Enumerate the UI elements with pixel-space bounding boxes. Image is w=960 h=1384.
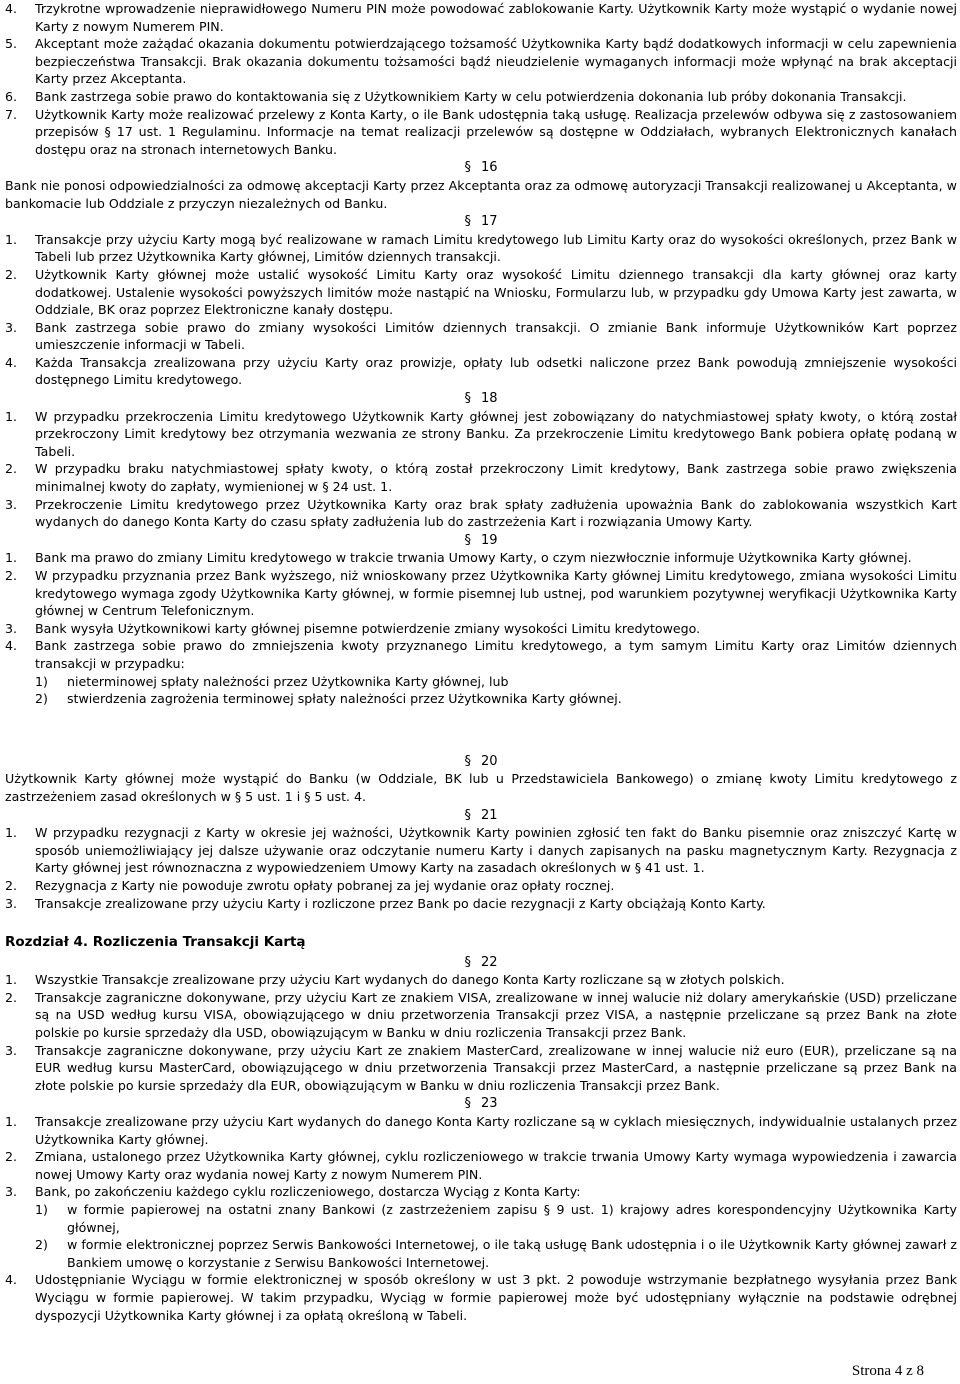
list-item [5,971,957,989]
section-number: 18 [480,391,498,407]
item-number: 3. [5,1042,18,1058]
section-number: 17 [480,214,498,230]
item-text: Trzykrotne wprowadzenie nieprawidłowego Numeru PIN może powodować zablokowanie Karty. Użytkownik Karty może wystąpić o wydanie nowej Karty z nowym Numerem PIN. [35,1,957,34]
item-text: Transakcje zrealizowane przy użyciu Karty i rozliczone przez Bank po dacie rezygnacji z Karty obciążają Konto Karty. [35,895,766,911]
sub-item-number: 1) [35,673,48,689]
list-item [5,319,957,354]
item-text: Bank ma prawo do zmiany Limitu kredytowego w trakcie trwania Umowy Karty, o czym niezwłocznie informuje Użytkownika Karty głównej. [35,550,912,566]
list-item [5,877,957,895]
section-number: 16 [480,160,498,176]
document-page [5,0,957,1324]
item-number: 1. [5,231,18,247]
item-number: 3. [5,1184,18,1200]
item-text: Transakcje zagraniczne dokonywane, przy użyciu Kart ze znakiem VISA, zrealizowane w innej walucie niż dolary amerykańskie (USD) przeliczane są na USD według kursu VISA, obowiązującego w dniu przetworzenia Transakcji przez VISA, a następnie przeliczane są przez Bank na złote polskie po kursie sprzedaży dla USD, obowiązującym w Banku w dniu rozliczenia Transakcji przez Bank. [35,989,957,1041]
list-item [5,549,957,567]
list-item [5,460,957,495]
section-heading [5,390,957,408]
list-item [5,266,957,319]
item-text: Zmiana, ustalonego przez Użytkownika Karty głównej, cyklu rozliczeniowego w trakcie trwania Umowy Karty wymaga wypowiedzenia i zawarcia nowej Umowy Karty oraz wydania nowej Karty z nowym Numerem PIN. [35,1149,957,1182]
item-number: 1. [5,408,18,424]
sub-item [5,1201,957,1236]
sub-item-number: 2) [35,691,48,707]
item-text: Użytkownik Karty może realizować przelewy z Konta Karty, o ile Bank udostępnia taką usługę. Realizacja przelewów odbywa się z zastosowaniem przepisów § 17 ust. 1 Regulaminu. Informacje na temat realizacji przelewów są dostępne w Oddziałach, wybranych Elektronicznych kanałach dostępu oraz na stronach internetowych Banku. [35,106,957,157]
item-number: 2. [5,568,18,583]
item-text: W przypadku braku natychmiastowej spłaty kwoty, o którą został przekroczony Limit kredytowy, Bank zastrzega sobie prawo zwiększenia minimalnej kwoty do zapłaty, wymienionej w § 24 ust. 1. [35,461,957,495]
item-number: 2. [5,877,18,893]
item-number: 3. [5,496,18,512]
page-footer: Strona 4 z 8 [851,1363,924,1379]
section-heading [5,753,957,771]
item-text: Bank zastrzega sobie prawo do kontaktowania się z Użytkownikiem Karty w celu potwierdzenia dokonania lub próby dokonania Transakcji. [35,88,907,104]
section-number: 22 [480,954,498,970]
list-item [5,35,957,88]
section-heading [5,954,957,972]
item-number: 6. [5,88,18,104]
item-text: Przekroczenie Limitu kredytowego przez Użytkownika Karty oraz brak spłaty zadłużenia upoważnia Bank do zablokowania wszystkich Kart wydanych do danego Konta Karty do czasu spłaty zadłużenia lub do zastrzeżenia Kart i rozwiązania Umowy Karty. [35,496,957,530]
item-number: 4. [5,638,18,654]
item-text: Transakcje zagraniczne dokonywane, przy użyciu Kart ze znakiem MasterCard, zrealizowane w innej walucie niż euro (EUR), przeliczane są na EUR według kursu MasterCard, obowiązującego w dniu przetworzenia Transakcji przez MasterCard, a następnie przeliczane są przez Bank na złote polskie po kursie sprzedaży dla EUR, obowiązującym w Banku w dniu rozliczenia Transakcji przez Bank. [35,1042,957,1093]
item-text: Wszystkie Transakcje zrealizowane przy użyciu Kart wydanych do danego Konta Karty rozliczane są w złotych polskich. [35,972,785,988]
item-number: 1. [5,550,18,566]
section-symbol: § [464,532,471,548]
section-symbol: § [464,391,471,407]
list-item [5,231,957,266]
list-item [5,895,957,913]
item-number: 4. [5,354,18,370]
section-symbol: § [464,954,471,970]
section-symbol: § [464,214,471,230]
list-item [5,106,957,159]
item-text: Transakcje zrealizowane przy użyciu Kart wydanych do danego Konta Karty rozliczane są w cyklach miesięcznych, indywidualnie ustalanych przez Użytkownika Karty głównej. [35,1114,957,1147]
item-text: W przypadku rezygnacji z Karty w okresie jej ważności, Użytkownik Karty powinien zgłosić ten fakt do Banku pisemnie oraz zniszczyć Kartę w sposób uniemożliwiający jej dalsze używanie oraz odczytanie numeru Karty i danych zapisanych na pasku magnetycznym Karty. Rezygnacja z Karty głównej jest równoznaczna z wypowiedzeniem Umowy Karty na zasadach określonych w § 41 ust. 1. [35,825,957,876]
list-item [5,637,957,672]
list-item [5,1042,957,1095]
paragraph: Bank nie ponosi odpowiedzialności za odmowę akceptacji Karty przez Akceptanta oraz za odmowę autoryzacji Transakcji realizowanej u Akceptanta, w bankomacie lub Oddziale z przyczyn niezależnych od Banku. [5,177,957,211]
sub-item [5,673,957,691]
item-number: 3. [5,319,18,335]
item-number: 5. [5,36,18,52]
list-item [5,1271,957,1324]
sub-item-text: nieterminowej spłaty należności przez Użytkownika Karty głównej, lub [67,673,509,689]
item-number: 3. [5,895,18,911]
paragraph: Użytkownik Karty głównej może wystąpić do Banku (w Oddziale, BK lub u Przedstawiciela Bankowego) o zmianę kwoty Limitu kredytowego z zastrzeżeniem zasad określonych w § 5 ust. 1 i § 5 ust. 4. [5,771,957,804]
section-number: 19 [480,532,498,548]
section-heading [5,159,957,177]
item-text: Każda Transakcja zrealizowana przy użyciu Karty oraz prowizje, opłaty lub odsetki naliczone przez Bank powodują zmniejszenie wysokości dostępnego Limitu kredytowego. [35,354,957,388]
sub-item [5,690,957,708]
item-text: Udostępnianie Wyciągu w formie elektronicznej w sposób określony w ust 3 pkt. 2 powoduje wstrzymanie bezpłatnego wysyłania przez Bank Wyciągu w formie papierowej. W takim przypadku, Wyciąg w formie papierowej może być udostępniany wyłącznie na podstawie odrębnej dyspozycji Użytkownika Karty głównej i za opłatą określoną w Tabeli. [35,1272,957,1323]
sub-item-text: stwierdzenia zagrożenia terminowej spłaty należności przez Użytkownika Karty głównej. [67,691,622,707]
item-text: Bank zastrzega sobie prawo do zmiany wysokości Limitów dziennych transakcji. O zmianie Bank informuje Użytkowników Kart poprzez umieszczenie informacji w Tabeli. [35,319,957,353]
section-symbol: § [464,807,471,823]
list-item [5,496,957,531]
sub-item-number: 1) [35,1202,48,1217]
item-number: 4. [5,1272,18,1288]
sub-item-number: 2) [35,1237,48,1253]
list-item [5,1148,957,1183]
item-number: 2. [5,461,18,477]
sub-item-text: w formie papierowej na ostatni znany Bankowi (z zastrzeżeniem zapisu § 9 ust. 1) krajowy adres korespondencyjny Użytkownika Karty głównej, [67,1202,957,1235]
list-item [5,0,957,35]
item-number: 1. [5,825,18,841]
sub-item-text: w formie elektronicznej poprzez Serwis Bankowości Internetowej, o ile taką usługę Bank udostępnia i o ile Użytkownik Karty głównej zawarł z Bankiem umowę o korzystanie z Serwisu Bankowości Internetowej. [67,1237,957,1270]
item-number: 2. [5,1149,18,1165]
item-number: 4. [5,1,18,16]
list-item [5,620,957,638]
section-symbol: § [464,1096,471,1112]
section-number: 20 [480,753,498,769]
list-item [5,408,957,461]
chapter-heading: Rozdział 4. Rozliczenia Transakcji Kartą [5,934,306,951]
item-text: Użytkownik Karty głównej może ustalić wysokość Limitu Karty oraz wysokość Limitu dziennego transakcji dla karty głównej oraz karty dodatkowej. Ustalenie wysokości powyższych limitów może nastąpić na Wniosku, Formularzu lub, w przypadku gdy Umowa Karty jest zawarta, w Oddziale, BK oraz poprzez Elektroniczne kanały dostępu. [35,266,957,318]
item-number: 2. [5,266,18,282]
item-text: Akceptant może zażądać okazania dokumentu potwierdzającego tożsamość Użytkownika Karty bądź dodatkowych informacji w celu zapewnienia bezpieczeństwa Transakcji. Brak okazania dokumentu tożsamości bądź nieudzielenie wymaganych informacji może wpłynąć na brak akceptacji Karty przez Akceptanta. [35,36,957,87]
section-heading [5,213,957,231]
item-text: W przypadku przekroczenia Limitu kredytowego Użytkownik Karty głównej jest zobowiązany do natychmiastowej spłaty kwoty, o którą został przekroczony Limit kredytowy bez otrzymania wezwania ze strony Banku. Za przekroczenie Limitu kredytowego Bank pobiera opłatę podaną w Tabeli. [35,408,957,459]
section-heading [5,807,957,825]
item-text: Bank wysyła Użytkownikowi karty głównej pisemne potwierdzenie zmiany wysokości Limitu kredytowego. [35,620,701,636]
sub-item [5,1236,957,1271]
item-text: Bank, po zakończeniu każdego cyklu rozliczeniowego, dostarcza Wyciąg z Konta Karty: [35,1184,581,1200]
item-text: Bank zastrzega sobie prawo do zmniejszenia kwoty przyznanego Limitu kredytowego, a tym samym Limitu Karty oraz Limitów dziennych transakcji w przypadku: [35,638,957,671]
item-number: 3. [5,620,18,636]
item-number: 1. [5,972,18,988]
item-text: W przypadku przyznania przez Bank wyższego, niż wnioskowany przez Użytkownika Karty głównej Limitu kredytowego, zmiana wysokości Limitu kredytowego wymaga zgody Użytkownika Karty głównej, w formie pisemnej lub ustnej, pod warunkiem pozytywnej weryfikacji Użytkownika Karty głównej w Centrum Telefonicznym. [35,568,957,619]
list-item [5,1113,957,1148]
item-text: Rezygnacja z Karty nie powoduje zwrotu opłaty pobranej za jej wydanie oraz opłaty rocznej. [35,877,615,893]
section-number: 23 [480,1096,498,1112]
section-symbol: § [464,753,471,769]
item-number: 7. [5,106,18,122]
item-number: 2. [5,989,18,1005]
list-item [5,567,957,620]
list-item [5,88,957,106]
item-number: 1. [5,1114,18,1130]
list-item [5,824,957,877]
list-item [5,989,957,1042]
list-item [5,354,957,389]
spacer [5,708,957,752]
section-heading [5,532,957,550]
section-heading [5,1095,957,1113]
list-item [5,1183,957,1201]
section-number: 21 [480,807,498,823]
item-text: Transakcje przy użyciu Karty mogą być realizowane w ramach Limitu kredytowego lub Limitu Karty oraz do wysokości określonych, przez Bank w Tabeli lub przez Użytkownika Karty głównej, Limitów dziennych transakcji. [35,231,957,265]
section-symbol: § [464,160,471,176]
